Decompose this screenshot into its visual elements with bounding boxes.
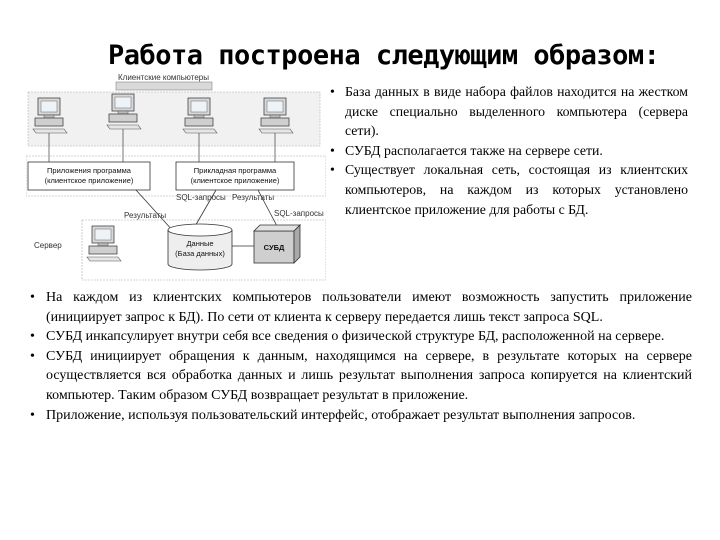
- results-left-label: Результаты: [232, 193, 275, 202]
- client-app-right-label: Прикладная программа: [193, 166, 277, 175]
- list-item: • СУБД располагается также на сервере сети.: [328, 141, 688, 161]
- database-sublabel: (База данных): [175, 249, 225, 258]
- results-right-label: Результаты: [124, 211, 167, 220]
- list-item: • База данных в виде набора файлов находится на жестком диске специально выделенного компьютера (сервера сети).: [328, 82, 688, 141]
- dbms-box-label: СУБД: [263, 243, 285, 252]
- list-item: • СУБД инициирует обращения к данным, находящимся на сервере, в результате которых на сервере осуществляется вся обработка данных и лишь результат выполнения запроса копируется на клиентский компьютер. Таким образом СУБД возвращает результат в приложение.: [28, 347, 692, 406]
- server-computer-icon: [87, 226, 121, 261]
- list-item: • СУБД инкапсулирует внутри себя все сведения о физической структуре БД, расположенной на сервере.: [28, 327, 692, 347]
- client-server-diagram: [26, 70, 326, 285]
- slide-title: Работа построена следующим образом:: [108, 40, 660, 71]
- client-app-left-label: Приложения программа: [47, 166, 131, 175]
- sql-queries-right-label: SQL-запросы: [274, 209, 324, 218]
- workflow-list: [28, 288, 692, 425]
- list-item: • Приложение, используя пользовательский интерфейс, отображает результат выполнения запросов.: [28, 406, 692, 426]
- client-app-left-sublabel: (клиентское приложение): [44, 176, 134, 185]
- server-facts-list: [328, 82, 688, 219]
- list-item: • На каждом из клиентских компьютеров пользователи имеют возможность запустить приложение (инициирует запрос к БД). По сети от клиента к серверу передается лишь текст запроса SQL.: [28, 288, 692, 327]
- server-label: Сервер: [34, 241, 62, 250]
- list-item: • Существует локальная сеть, состоящая из клиентских компьютеров, на каждом из которых установлено клиентское приложение для работы с БД.: [328, 160, 688, 219]
- client-app-right-sublabel: (клиентское приложение): [190, 176, 280, 185]
- database-label: Данные: [186, 239, 214, 248]
- sql-queries-left-label: SQL-запросы: [176, 193, 226, 202]
- client-computers-label: Клиентские компьютеры: [118, 73, 209, 82]
